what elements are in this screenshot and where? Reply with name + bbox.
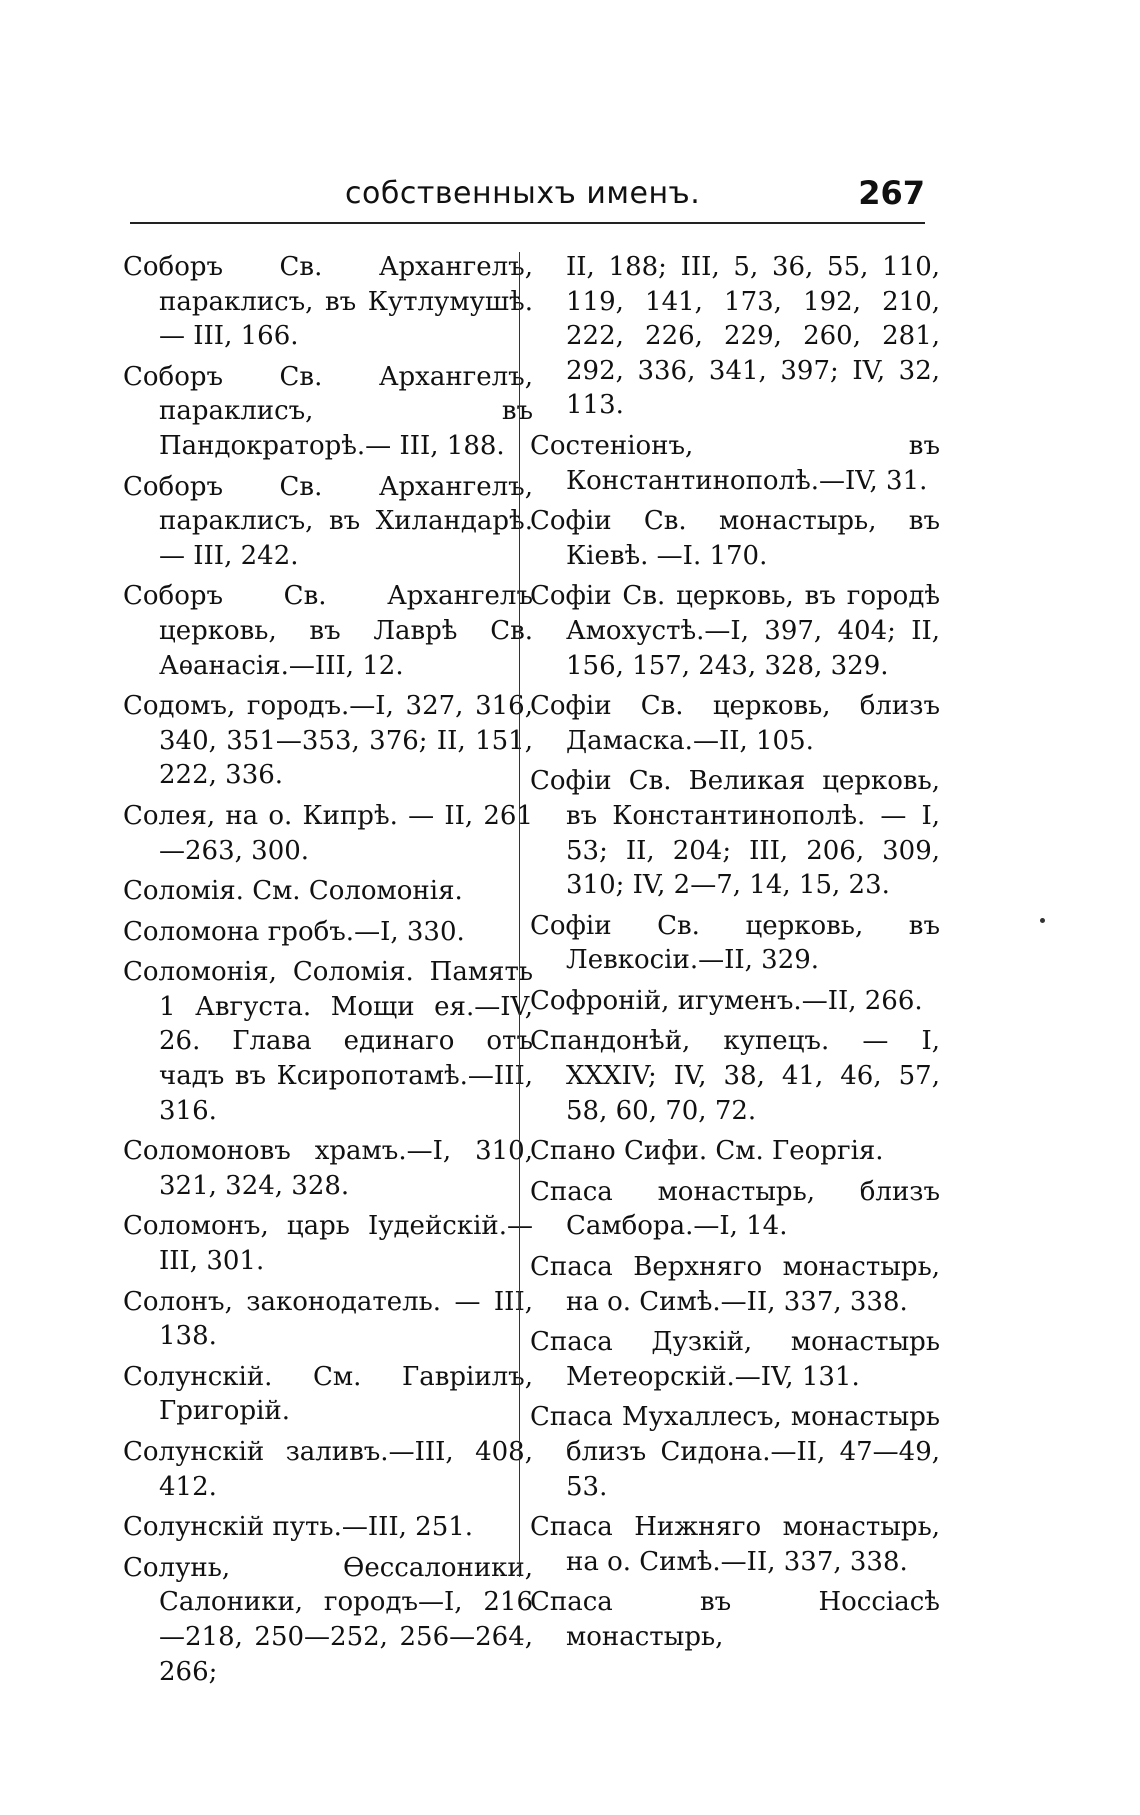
right-column — [530, 250, 940, 1661]
index-entry: Спандонѣй, купецъ. — I, XXXIV; IV, 38, 41, 46, 57, 58, 60, 70, 72. — [530, 1026, 940, 1126]
index-entry: Соборъ Св. Архангелъ, параклисъ, въ Хиландарѣ. — III, 242. — [123, 471, 533, 571]
continued-entry: II, 188; III, 5, 36, 55, 110, 119, 141, 173, 192, 210, 222, 226, 229, 260, 281, 292, 336, 341, 397; IV, 32, 113. — [566, 252, 940, 421]
running-title: собственныхъ именъ. — [345, 176, 701, 211]
column-divider — [519, 252, 520, 1577]
page-header — [130, 176, 925, 224]
index-entry: Соломонъ, царь Іудейскій.— III, 301. — [123, 1211, 533, 1277]
header-rule — [130, 222, 925, 224]
index-entry: Содомъ, городъ.—I, 327, 316, 340, 351—353, 376; II, 151, 222, 336. — [123, 691, 533, 791]
index-entry: Соломія. См. Соломонія. — [123, 876, 463, 907]
index-entry: Соломонія, Соломія. Память 1 Августа. Мощи ея.—IV, 26. Глава единаго отъ чадъ въ Ксиропотамѣ.—III, 316. — [123, 957, 533, 1126]
index-entry: Спаса Дузкій, монастырь Метеорскій.—IV, 131. — [530, 1327, 940, 1392]
index-entry: Спаса Верхняго монастырь, на о. Симѣ.—II, 337, 338. — [530, 1252, 940, 1317]
index-entry: Спаса Нижняго монастырь, на о. Симѣ.—II, 337, 338. — [530, 1512, 940, 1577]
index-entry: Соборъ Св. Архангелъ, параклисъ, въ Пандократорѣ.— III, 188. — [123, 361, 533, 461]
index-entry: Спано Сифи. См. Георгія. — [530, 1136, 884, 1167]
index-entry: Соборъ Св. Архангелъ, параклисъ, въ Кутлумушѣ. — III, 166. — [123, 252, 533, 352]
index-entry: Соломоновъ храмъ.—I, 310, 321, 324, 328. — [123, 1136, 533, 1201]
page-number: 267 — [858, 174, 925, 212]
index-entry: Соборъ Св. Архангелъ церковь, въ Лаврѣ Св. Аѳанасія.—III, 12. — [123, 581, 533, 681]
index-entry: Спаса въ Носсіасѣ монастырь, — [530, 1587, 940, 1652]
ink-speck — [1040, 918, 1045, 923]
index-entry: Состеніонъ, въ Константинополѣ.—IV, 31. — [530, 430, 940, 496]
index-entry: Солунскій. См. Гавріилъ, Григорій. — [123, 1361, 533, 1427]
index-entry: Солея, на о. Кипрѣ. — II, 261—263, 300. — [123, 800, 533, 866]
index-entry: Софроній, игуменъ.—II, 266. — [530, 985, 923, 1016]
index-entry: Софіи Св. церковь, въ городѣ Амохустѣ.—I, 397, 404; II, 156, 157, 243, 328, 329. — [530, 581, 940, 681]
index-entry: Солонъ, законодатель. — III, 138. — [123, 1286, 533, 1352]
left-column — [123, 250, 533, 1695]
index-entry: Солунскій заливъ.—III, 408, 412. — [123, 1437, 533, 1502]
index-entry: Софіи Св. церковь, въ Левкосіи.—II, 329. — [530, 910, 940, 976]
index-entry: Солунскій путь.—III, 251. — [123, 1512, 474, 1543]
index-entry: Солунь, Ѳессалоники, Салоники, городъ—I, 216—218, 250—252, 256—264, 266; — [123, 1552, 533, 1687]
index-entry: Софіи Св. Великая церковь, въ Константинополѣ. — I, 53; II, 204; III, 206, 309, 310; IV, 2—7, 14, 15, 23. — [530, 766, 940, 901]
index-entry: Спаса Мухаллесъ, монастырь близъ Сидона.—II, 47—49, 53. — [530, 1402, 940, 1502]
index-entry: Соломона гробъ.—I, 330. — [123, 916, 465, 947]
index-entry: Софіи Св. церковь, близъ Дамаска.—II, 105. — [530, 691, 940, 756]
index-entry: Софіи Св. монастырь, въ Кіевѣ. —I. 170. — [530, 506, 940, 571]
index-entry: Спаса монастырь, близъ Самбора.—I, 14. — [530, 1176, 940, 1242]
